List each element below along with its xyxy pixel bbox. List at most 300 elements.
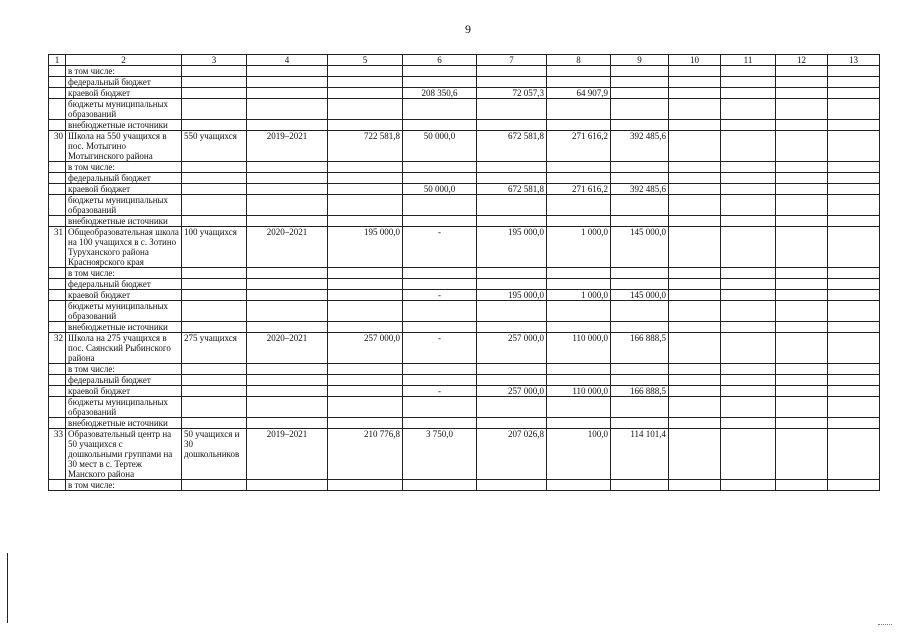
table-cell [547,397,611,418]
table-row [49,131,880,162]
table-cell [611,322,669,333]
table-row [49,162,880,173]
table-cell [547,77,611,88]
table-cell [721,216,776,227]
table-cell [776,162,828,173]
table-cell: - [403,290,477,301]
table-cell [721,99,776,120]
table-cell: в том числе: [66,162,182,173]
table-cell: 2019–2021 [247,429,328,480]
table-cell [182,364,247,375]
table-cell [721,333,776,364]
table-body [49,55,880,491]
table-cell [49,364,66,375]
header-cell: 12 [776,55,828,66]
table-cell [403,216,477,227]
table-cell [721,184,776,195]
table-cell [247,290,328,301]
table-cell: - [403,386,477,397]
table-cell [611,88,669,99]
table-cell [669,322,721,333]
table-cell [49,386,66,397]
table-cell [776,77,828,88]
table-cell [611,397,669,418]
table-cell [49,322,66,333]
table-cell [669,386,721,397]
table-row [49,480,880,491]
table-row [49,184,880,195]
table-cell [247,322,328,333]
table-cell: 33 [49,429,66,480]
table-cell [403,322,477,333]
table-cell [477,120,547,131]
table-row [49,364,880,375]
table-cell: федеральный бюджет [66,279,182,290]
table-cell [403,364,477,375]
table-cell: 257 000,0 [477,333,547,364]
table-cell [49,279,66,290]
table-cell [669,301,721,322]
table-cell [721,322,776,333]
table-cell: 166 888,5 [611,386,669,397]
table-cell [776,216,828,227]
table-cell [49,162,66,173]
table-cell [247,184,328,195]
table-cell [721,195,776,216]
table-cell [49,290,66,301]
table-cell [182,418,247,429]
table-cell [721,227,776,268]
table-cell: Школа на 275 учащихся в пос. Саянский Рыбинского района [66,333,182,364]
table-cell: 50 000,0 [403,184,477,195]
table-cell [247,364,328,375]
table-cell [477,375,547,386]
table-cell [49,397,66,418]
header-cell: 3 [182,55,247,66]
table-cell [828,268,880,279]
table-cell [776,184,828,195]
table-cell [611,301,669,322]
page-number: 9 [465,22,471,36]
table-cell [49,375,66,386]
table-cell [403,77,477,88]
table-cell [247,375,328,386]
table-cell [477,279,547,290]
table-cell [611,66,669,77]
table-cell: 1 000,0 [547,290,611,301]
table-cell [828,290,880,301]
table-cell [182,290,247,301]
table-cell [669,227,721,268]
table-cell [828,131,880,162]
table-cell [477,397,547,418]
table-cell: 208 350,6 [403,88,477,99]
table-cell [776,375,828,386]
table-cell [182,120,247,131]
table-cell [611,173,669,184]
table-cell [182,184,247,195]
table-cell [776,99,828,120]
table-cell [611,195,669,216]
table-cell: 1 000,0 [547,227,611,268]
table-cell [247,99,328,120]
table-cell: бюджеты муниципальных образований [66,99,182,120]
table-cell [828,429,880,480]
table-cell [669,364,721,375]
table-cell [247,418,328,429]
table-cell [182,301,247,322]
table-cell [49,480,66,491]
table-row [49,375,880,386]
table-cell: Общеобразовательная школа на 100 учащихся в с. Зотино Туруханского района Красноярского края [66,227,182,268]
table-cell [403,162,477,173]
table-cell [669,162,721,173]
table-cell [721,88,776,99]
table-cell [547,216,611,227]
table-cell [247,162,328,173]
table-cell: 100 учащихся [182,227,247,268]
table-cell: 166 888,5 [611,333,669,364]
header-cell: 7 [477,55,547,66]
table-cell [611,279,669,290]
table-cell [669,184,721,195]
table-cell [828,184,880,195]
table-cell [721,131,776,162]
table-cell [669,279,721,290]
header-cell: 1 [49,55,66,66]
table-cell [828,120,880,131]
table-cell [247,173,328,184]
table-cell [477,364,547,375]
table-cell [669,66,721,77]
table-cell: 100,0 [547,429,611,480]
table-cell [547,66,611,77]
table-cell: Школа на 550 учащихся в пос. Мотыгино Мотыгинского района [66,131,182,162]
table-cell: 50 учащихся и 30 дошкольников [182,429,247,480]
table-cell: 672 581,8 [477,184,547,195]
table-cell [247,216,328,227]
header-cell: 8 [547,55,611,66]
table-cell [721,290,776,301]
table-cell [828,364,880,375]
table-cell: 257 000,0 [328,333,403,364]
table-cell [328,290,403,301]
table-cell [477,162,547,173]
table-cell [247,301,328,322]
table-cell: 195 000,0 [477,290,547,301]
table-cell: внебюджетные источники [66,322,182,333]
table-cell [828,99,880,120]
table-cell [403,418,477,429]
table-cell [611,216,669,227]
table-cell [547,120,611,131]
table-cell: 2019–2021 [247,131,328,162]
table-cell [328,375,403,386]
table-row [49,418,880,429]
table-row [49,77,880,88]
table-cell [328,173,403,184]
table-cell: 207 026,8 [477,429,547,480]
table-cell: 32 [49,333,66,364]
table-cell: 392 485,6 [611,131,669,162]
table-cell: 50 000,0 [403,131,477,162]
table-cell [669,195,721,216]
table-cell [721,173,776,184]
table-cell [547,364,611,375]
table-cell [328,184,403,195]
table-cell [776,131,828,162]
table-cell [828,397,880,418]
table-cell [776,397,828,418]
header-cell: 4 [247,55,328,66]
table-cell [669,99,721,120]
table-cell [776,386,828,397]
table-cell [547,418,611,429]
table-cell [477,216,547,227]
table-cell [776,418,828,429]
table-cell [776,195,828,216]
table-cell [721,279,776,290]
table-cell [403,480,477,491]
table-row [49,195,880,216]
table-cell [776,173,828,184]
header-cell: 13 [828,55,880,66]
table-cell [247,120,328,131]
table-cell: внебюджетные источники [66,418,182,429]
header-cell: 10 [669,55,721,66]
table-cell: 195 000,0 [477,227,547,268]
header-cell: 9 [611,55,669,66]
table-cell [669,290,721,301]
table-cell [547,268,611,279]
table-cell [776,480,828,491]
table-cell [49,120,66,131]
table-cell [547,195,611,216]
table-cell [182,386,247,397]
table-row [49,173,880,184]
table-cell: 72 057,3 [477,88,547,99]
table-cell [721,386,776,397]
table-cell [776,364,828,375]
table-cell: 275 учащихся [182,333,247,364]
table-cell [328,397,403,418]
header-cell: 6 [403,55,477,66]
table-cell [828,77,880,88]
table-cell: краевой бюджет [66,88,182,99]
table-cell [477,480,547,491]
table-cell [49,195,66,216]
table-cell [49,268,66,279]
table-cell [611,99,669,120]
table-cell [721,66,776,77]
table-cell [328,364,403,375]
table-cell [721,120,776,131]
table-cell [477,418,547,429]
header-cell: 11 [721,55,776,66]
table-cell: 392 485,6 [611,184,669,195]
table-row [49,120,880,131]
table-row [49,429,880,480]
table-cell [49,173,66,184]
table-cell: федеральный бюджет [66,77,182,88]
table-cell [547,322,611,333]
table-cell [182,162,247,173]
table-cell [828,216,880,227]
table-cell: 30 [49,131,66,162]
table-cell [721,301,776,322]
table-cell [328,480,403,491]
table-cell [182,99,247,120]
table-cell [611,268,669,279]
table-cell [611,418,669,429]
table-cell [49,301,66,322]
table-cell: в том числе: [66,268,182,279]
table-cell [721,268,776,279]
table-cell [828,195,880,216]
table-cell [828,66,880,77]
table-cell [721,429,776,480]
table-cell: 2020–2021 [247,333,328,364]
table-cell: 722 581,8 [328,131,403,162]
table-cell [49,184,66,195]
table-cell [403,301,477,322]
header-cell: 5 [328,55,403,66]
table-cell [247,88,328,99]
table-cell [776,227,828,268]
table-cell: Образовательный центр на 50 учащихся с дошкольными группами на 30 мест в с. Тертеж Манского района [66,429,182,480]
table-cell [547,173,611,184]
table-cell: 210 776,8 [328,429,403,480]
table-cell [328,77,403,88]
table-cell [776,66,828,77]
table-cell [669,480,721,491]
table-cell [669,429,721,480]
table-cell: внебюджетные источники [66,120,182,131]
table-cell [828,480,880,491]
table-cell: краевой бюджет [66,386,182,397]
table-cell: 110 000,0 [547,333,611,364]
table-cell [828,279,880,290]
table-cell [611,364,669,375]
table-cell [721,397,776,418]
table-cell: в том числе: [66,66,182,77]
table-cell: 145 000,0 [611,290,669,301]
table-row [49,216,880,227]
table-cell [49,77,66,88]
table-cell [776,279,828,290]
table-cell [403,375,477,386]
table-cell [328,88,403,99]
table-cell: бюджеты муниципальных образований [66,301,182,322]
table-cell [776,429,828,480]
table-cell [328,66,403,77]
table-cell: 145 000,0 [611,227,669,268]
header-row [49,55,880,66]
table-cell [669,216,721,227]
table-cell [182,322,247,333]
table-cell [247,268,328,279]
table-cell [403,279,477,290]
table-cell: - [403,227,477,268]
table-cell [182,279,247,290]
table-cell [247,66,328,77]
table-cell [477,66,547,77]
table-cell: краевой бюджет [66,290,182,301]
table-cell: 114 101,4 [611,429,669,480]
table-cell [721,364,776,375]
table-cell: 550 учащихся [182,131,247,162]
table-cell [403,195,477,216]
table-cell [247,77,328,88]
table-cell [182,268,247,279]
table-cell [828,333,880,364]
table-row [49,322,880,333]
table-cell [547,99,611,120]
table-cell [547,375,611,386]
table-cell [669,131,721,162]
table-cell [776,322,828,333]
table-cell [547,162,611,173]
table-cell [776,290,828,301]
table-cell [776,333,828,364]
table-row [49,397,880,418]
table-cell [828,88,880,99]
table-cell [669,77,721,88]
table-row [49,386,880,397]
table-cell [182,173,247,184]
table-cell: 271 616,2 [547,184,611,195]
table-cell [721,418,776,429]
table-cell [403,397,477,418]
table-cell [477,195,547,216]
table-cell: краевой бюджет [66,184,182,195]
table-cell: 672 581,8 [477,131,547,162]
table-cell [477,268,547,279]
table-cell [247,480,328,491]
table-cell: внебюджетные источники [66,216,182,227]
table-cell [182,88,247,99]
table-cell [328,418,403,429]
table-cell: - [403,333,477,364]
table-cell [721,77,776,88]
table-cell [182,375,247,386]
table-row [49,301,880,322]
table-cell [776,120,828,131]
table-cell [669,375,721,386]
table-cell: федеральный бюджет [66,375,182,386]
table-cell [611,162,669,173]
table-cell [776,301,828,322]
table-cell [828,227,880,268]
table-cell [828,418,880,429]
table-cell [328,120,403,131]
budget-table [48,54,880,491]
table-cell [547,279,611,290]
margin-line [7,553,8,623]
table-cell: в том числе: [66,480,182,491]
table-cell [611,77,669,88]
table-cell: федеральный бюджет [66,173,182,184]
table-cell [828,375,880,386]
table-cell [182,216,247,227]
table-cell [403,120,477,131]
table-cell [611,375,669,386]
table-cell [403,66,477,77]
table-cell: 31 [49,227,66,268]
table-cell [49,66,66,77]
table-cell [477,173,547,184]
table-cell [247,195,328,216]
